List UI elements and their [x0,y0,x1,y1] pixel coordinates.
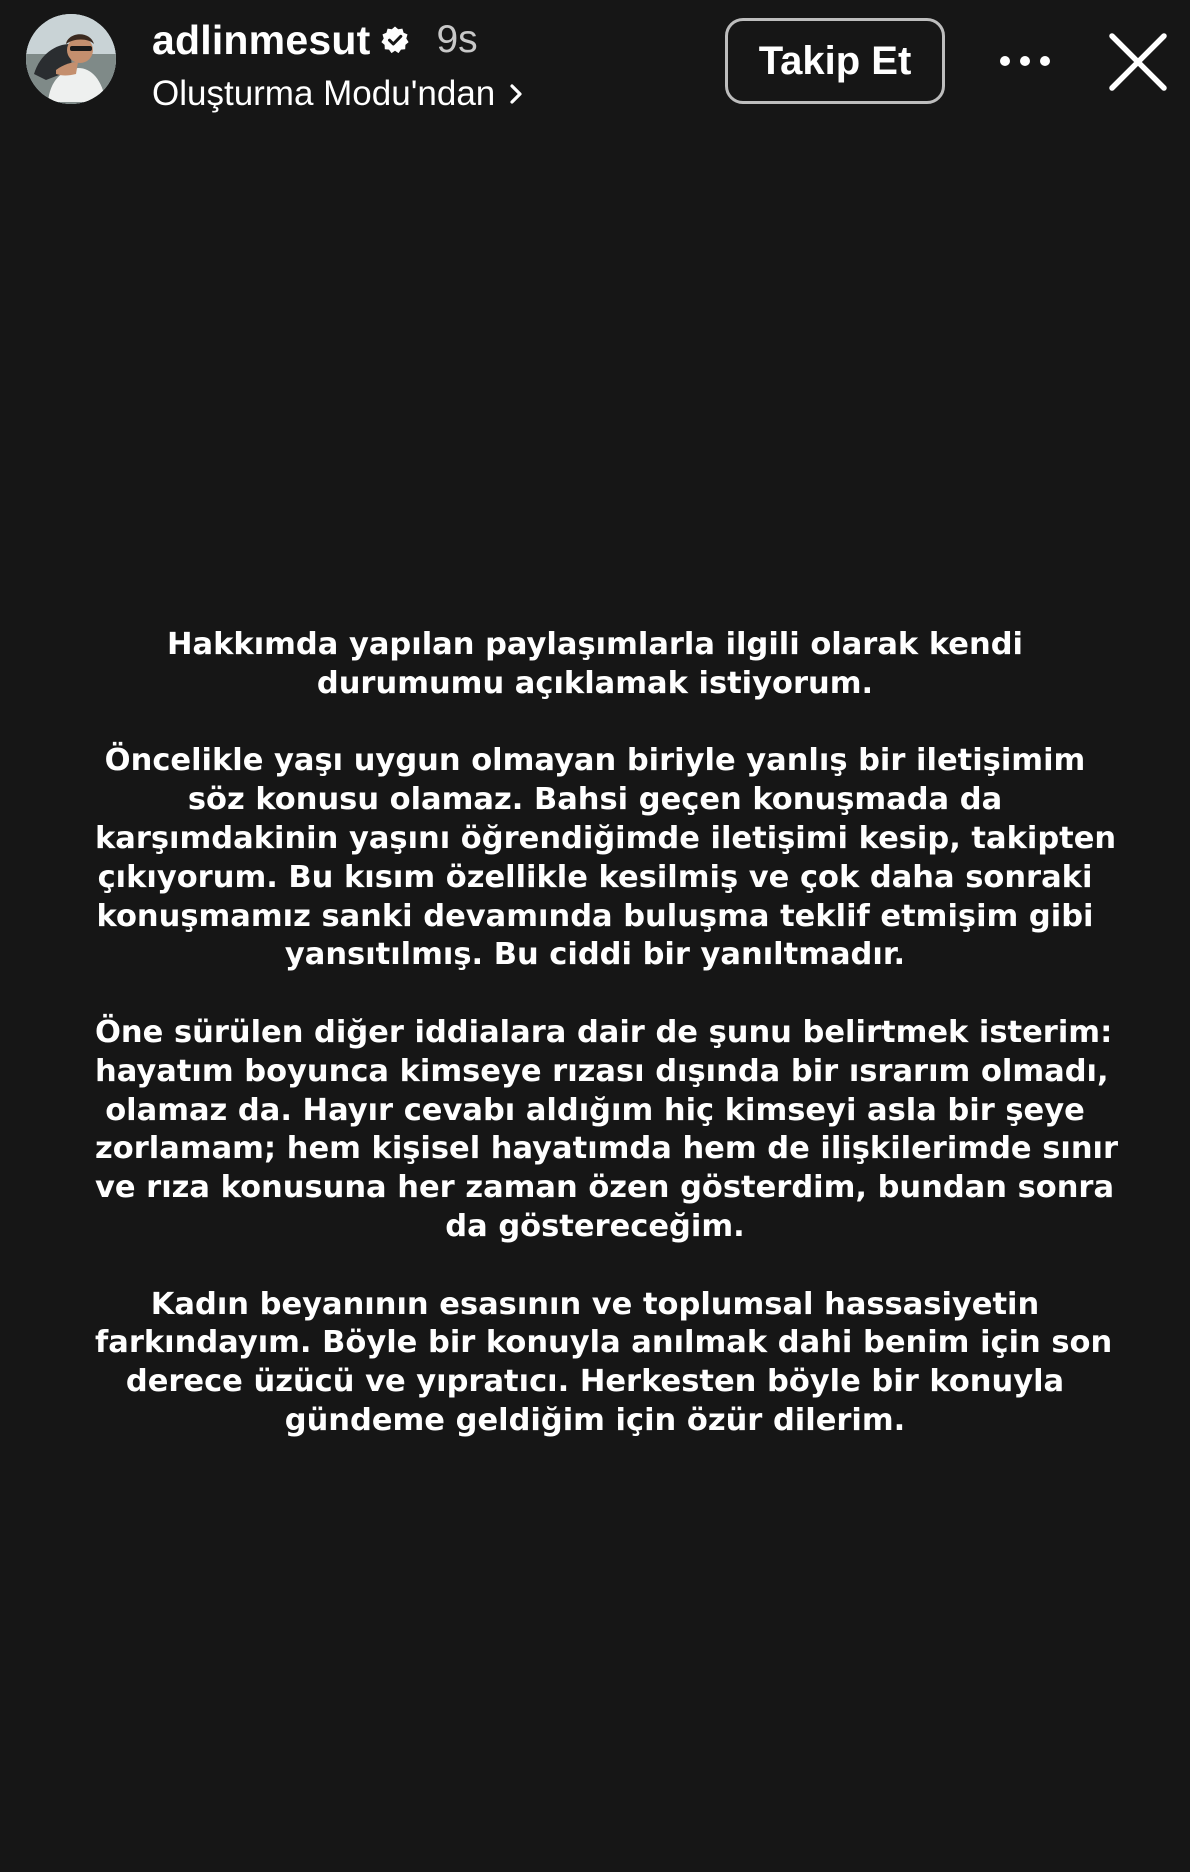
story-paragraph [95,742,1117,975]
story-text-line: Kadın beyanının esasının ve toplumsal hassasiyetin [150,1286,1040,1322]
story-text-line: Hakkımda yapılan paylaşımlarla ilgili olarak kendi [167,627,1023,662]
source-label: Oluşturma Modu'ndan [152,74,496,113]
username[interactable]: adlinmesut [152,16,371,63]
story-paragraph [95,1014,1119,1247]
story-text-line: karşımdakinin yaşını öğrendiğimde iletişimi kesip, takipten [95,820,1117,856]
close-button[interactable] [1106,30,1170,94]
story-text-line: Öncelikle yaşı uygun olmayan biriyle yanlış bir iletişimim [104,743,1086,779]
story-text-line: yansıtılmış. Bu ciddi bir yanıltmadır. [284,937,906,973]
source-link[interactable] [152,72,712,116]
username-row [152,14,712,66]
story-text-line: söz konusu olamaz. Bahsi geçen konuşmada da [187,782,1003,818]
story-paragraph [95,1286,1113,1441]
story-text-line: derece üzücü ve yıpratıcı. Herkesten böyle bir konuyla [125,1364,1065,1400]
story-text-line: Öne sürülen diğer iddialara dair de şunu belirtmek isterim: [95,1014,1113,1050]
story-text-content [95,626,1119,1441]
post-time: 9s [436,18,478,61]
story-text-line: hayatım boyunca kimseye rızası dışında bir ısrarım olmadı, [95,1053,1109,1089]
chevron-right-icon [507,81,525,107]
story-text-line: gündeme geldiğim için özür dilerim. [284,1402,906,1438]
story-text-line: durumumu açıklamak istiyorum. [316,665,874,701]
story-text-line: farkındayım. Böyle bir konuyla anılmak dahi benim için son [95,1325,1113,1361]
story-text-line: konuşmamız sanki devamında buluşma teklif etmişim gibi [96,898,1094,934]
story-text-line: ve rıza konusuna her zaman özen gösterdim, bundan sonra [95,1170,1115,1206]
profile-avatar[interactable] [26,14,116,104]
avatar-photo [26,14,116,104]
story-text-line: zorlamam; hem kişisel hayatımda hem de ilişkilerimde sınır [95,1131,1119,1167]
more-options-button[interactable] [996,36,1054,86]
story-text-line: olamaz da. Hayır cevabı aldığım hiç kimseyi asla bir şeye [105,1092,1085,1128]
follow-button[interactable]: Takip Et [725,18,945,104]
story-text-line: da göstereceğim. [445,1208,745,1244]
story-header [0,0,1190,120]
close-icon [1106,30,1170,94]
verified-badge-icon [380,25,410,55]
user-info [152,14,712,116]
story-paragraph [95,626,1095,704]
more-horizontal-icon [998,54,1052,68]
story-text-line: çıkıyorum. Bu kısım özellikle kesilmiş ve çok daha sonraki [97,859,1093,895]
